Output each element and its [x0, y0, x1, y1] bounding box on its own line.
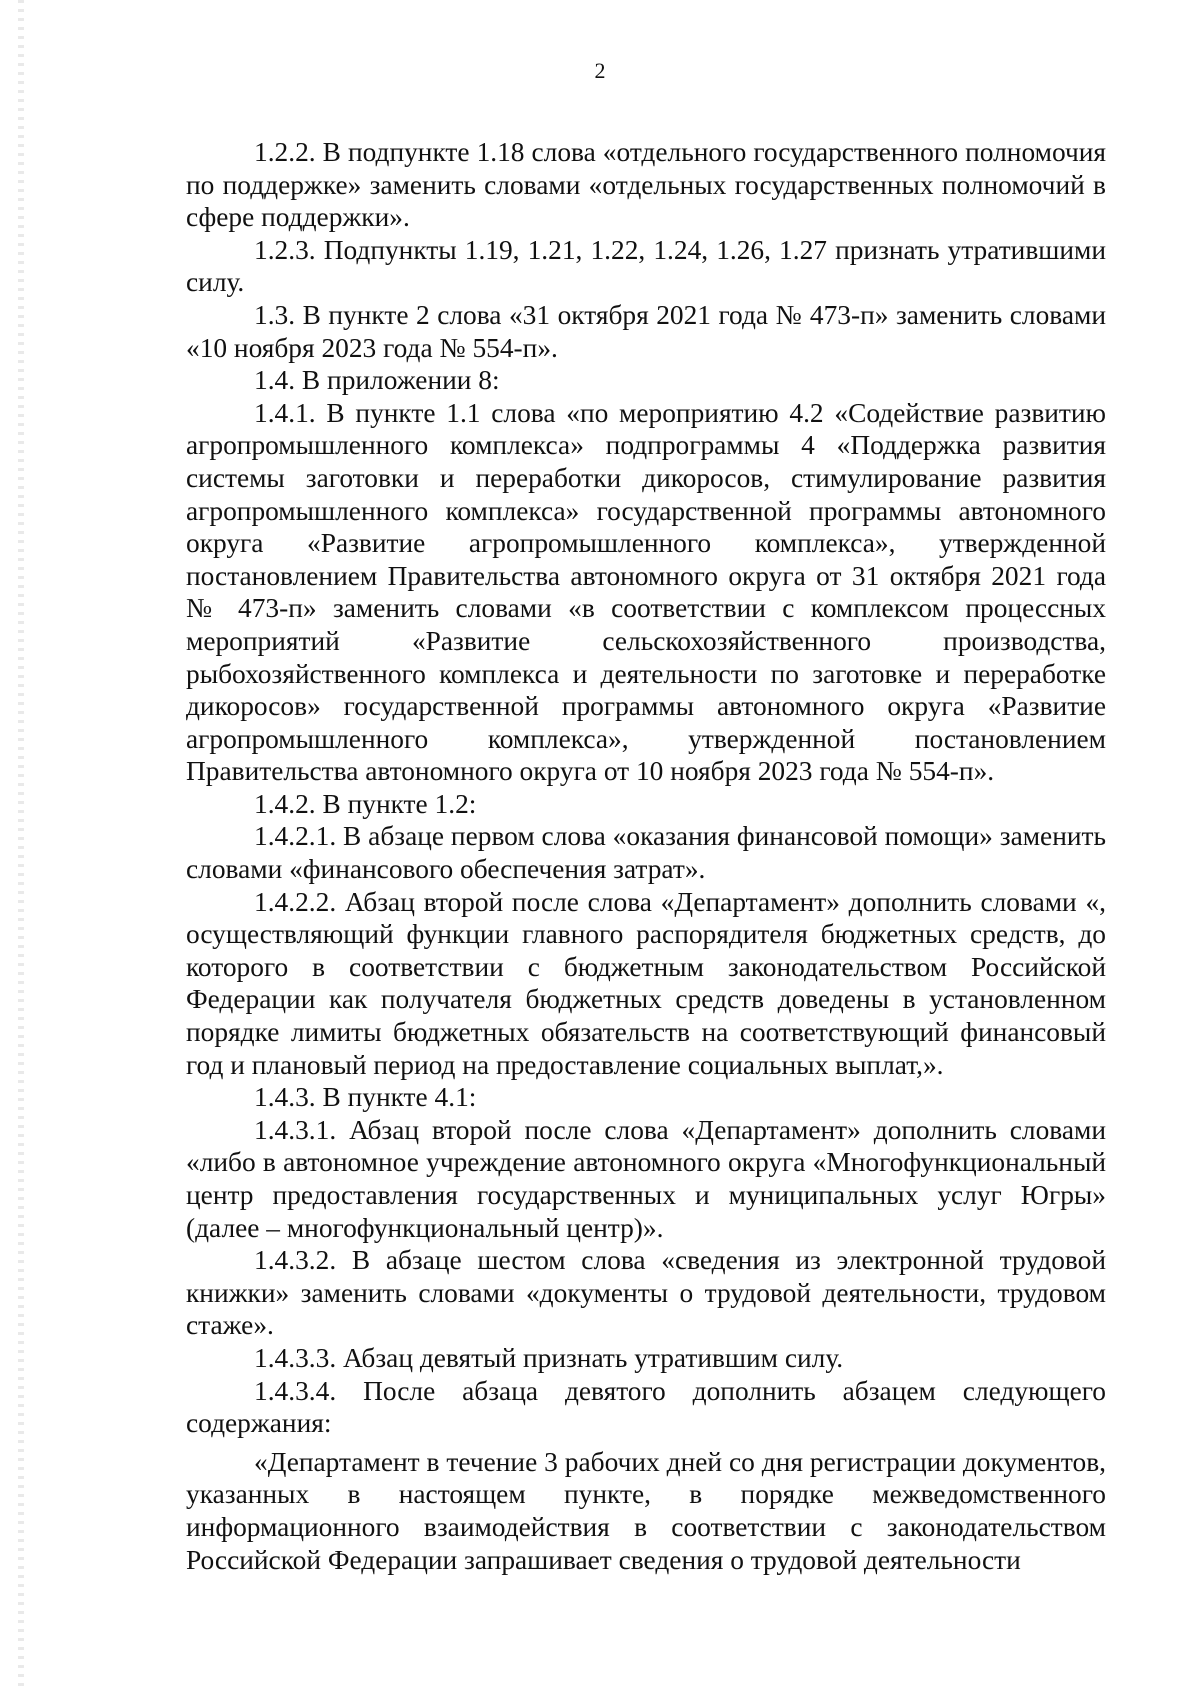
paragraph-1-4-2-2: 1.4.2.2. Абзац второй после слова «Департамент» дополнить словами «, осуществляющий функции главного распорядителя бюджетных средств, до которого в соответствии с бюджетным законодательством Российской Федерации как получателя бюджетных средств доведены в установленном порядке лимиты бюджетных обязательств на соответствующий финансовый год и плановый период на предоставление социальных выплат,». [186, 886, 1106, 1080]
paragraph-1-2-2: 1.2.2. В подпункте 1.18 слова «отдельного государственного полномочия по поддержке» заменить словами «отдельных государственных полномочий в сфере поддержки». [186, 137, 1106, 233]
scan-edge-artifact [18, 0, 24, 1686]
page-number: 2 [594, 58, 606, 83]
paragraph-1-4-1: 1.4.1. В пункте 1.1 слова «по мероприятию 4.2 «Содействие развитию агропромышленного комплекса» подпрограммы 4 «Поддержка развития системы заготовки и переработки дикоросов, стимулирование развития агропромышленного комплекса» государственной программы автономного округа «Развитие агропромышленного комплекса», утвержденной постановлением Правительства автономного округа от 31 октября 2021 года № 473-п» заменить словами «в соответствии с комплексом процессных мероприятий «Развитие сельскохозяйственного производства, рыбохозяйственного комплекса и деятельности по заготовке и переработке дикоросов» государственной программы автономного округа «Развитие агропромышленного комплекса», утвержденной постановлением Правительства автономного округа от 10 ноября 2023 года № 554-п». [186, 397, 1106, 787]
paragraph-1-3: 1.3. В пункте 2 слова «31 октября 2021 года № 473-п» заменить словами «10 ноября 2023 года № 554-п». [186, 299, 1106, 363]
paragraph-1-4-3-1: 1.4.3.1. Абзац второй после слова «Департамент» дополнить словами «либо в автономное учреждение автономного округа «Многофункциональный центр предоставления государственных и муниципальных услуг Югры» (далее – многофункциональный центр)». [186, 1114, 1106, 1243]
paragraph-1-4-2-1: 1.4.2.1. В абзаце первом слова «оказания финансовой помощи» заменить словами «финансового обеспечения затрат». [186, 821, 1106, 885]
document-body [186, 136, 1106, 1576]
paragraph-quoted-addition: «Департамент в течение 3 рабочих дней со дня регистрации документов, указанных в настоящем пункте, в порядке межведомственного информационного взаимодействия в соответствии с законодательством Российской Федерации запрашивает сведения о трудовой деятельности [186, 1446, 1106, 1575]
paragraph-1-2-3: 1.2.3. Подпункты 1.19, 1.21, 1.22, 1.24, 1.26, 1.27 признать утратившими силу. [186, 234, 1106, 298]
paragraph-1-4-3-2: 1.4.3.2. В абзаце шестом слова «сведения из электронной трудовой книжки» заменить словами «документы о трудовой деятельности, трудовом стаже». [186, 1245, 1106, 1341]
paragraph-1-4-3: 1.4.3. В пункте 4.1: [254, 1082, 477, 1113]
paragraph-1-4-3-4: 1.4.3.4. После абзаца девятого дополнить абзацем следующего содержания: [186, 1375, 1106, 1439]
paragraph-1-4-3-3: 1.4.3.3. Абзац девятый признать утратившим силу. [254, 1342, 844, 1373]
paragraph-1-4-2: 1.4.2. В пункте 1.2: [254, 788, 477, 819]
paragraph-1-4: 1.4. В приложении 8: [254, 365, 500, 396]
